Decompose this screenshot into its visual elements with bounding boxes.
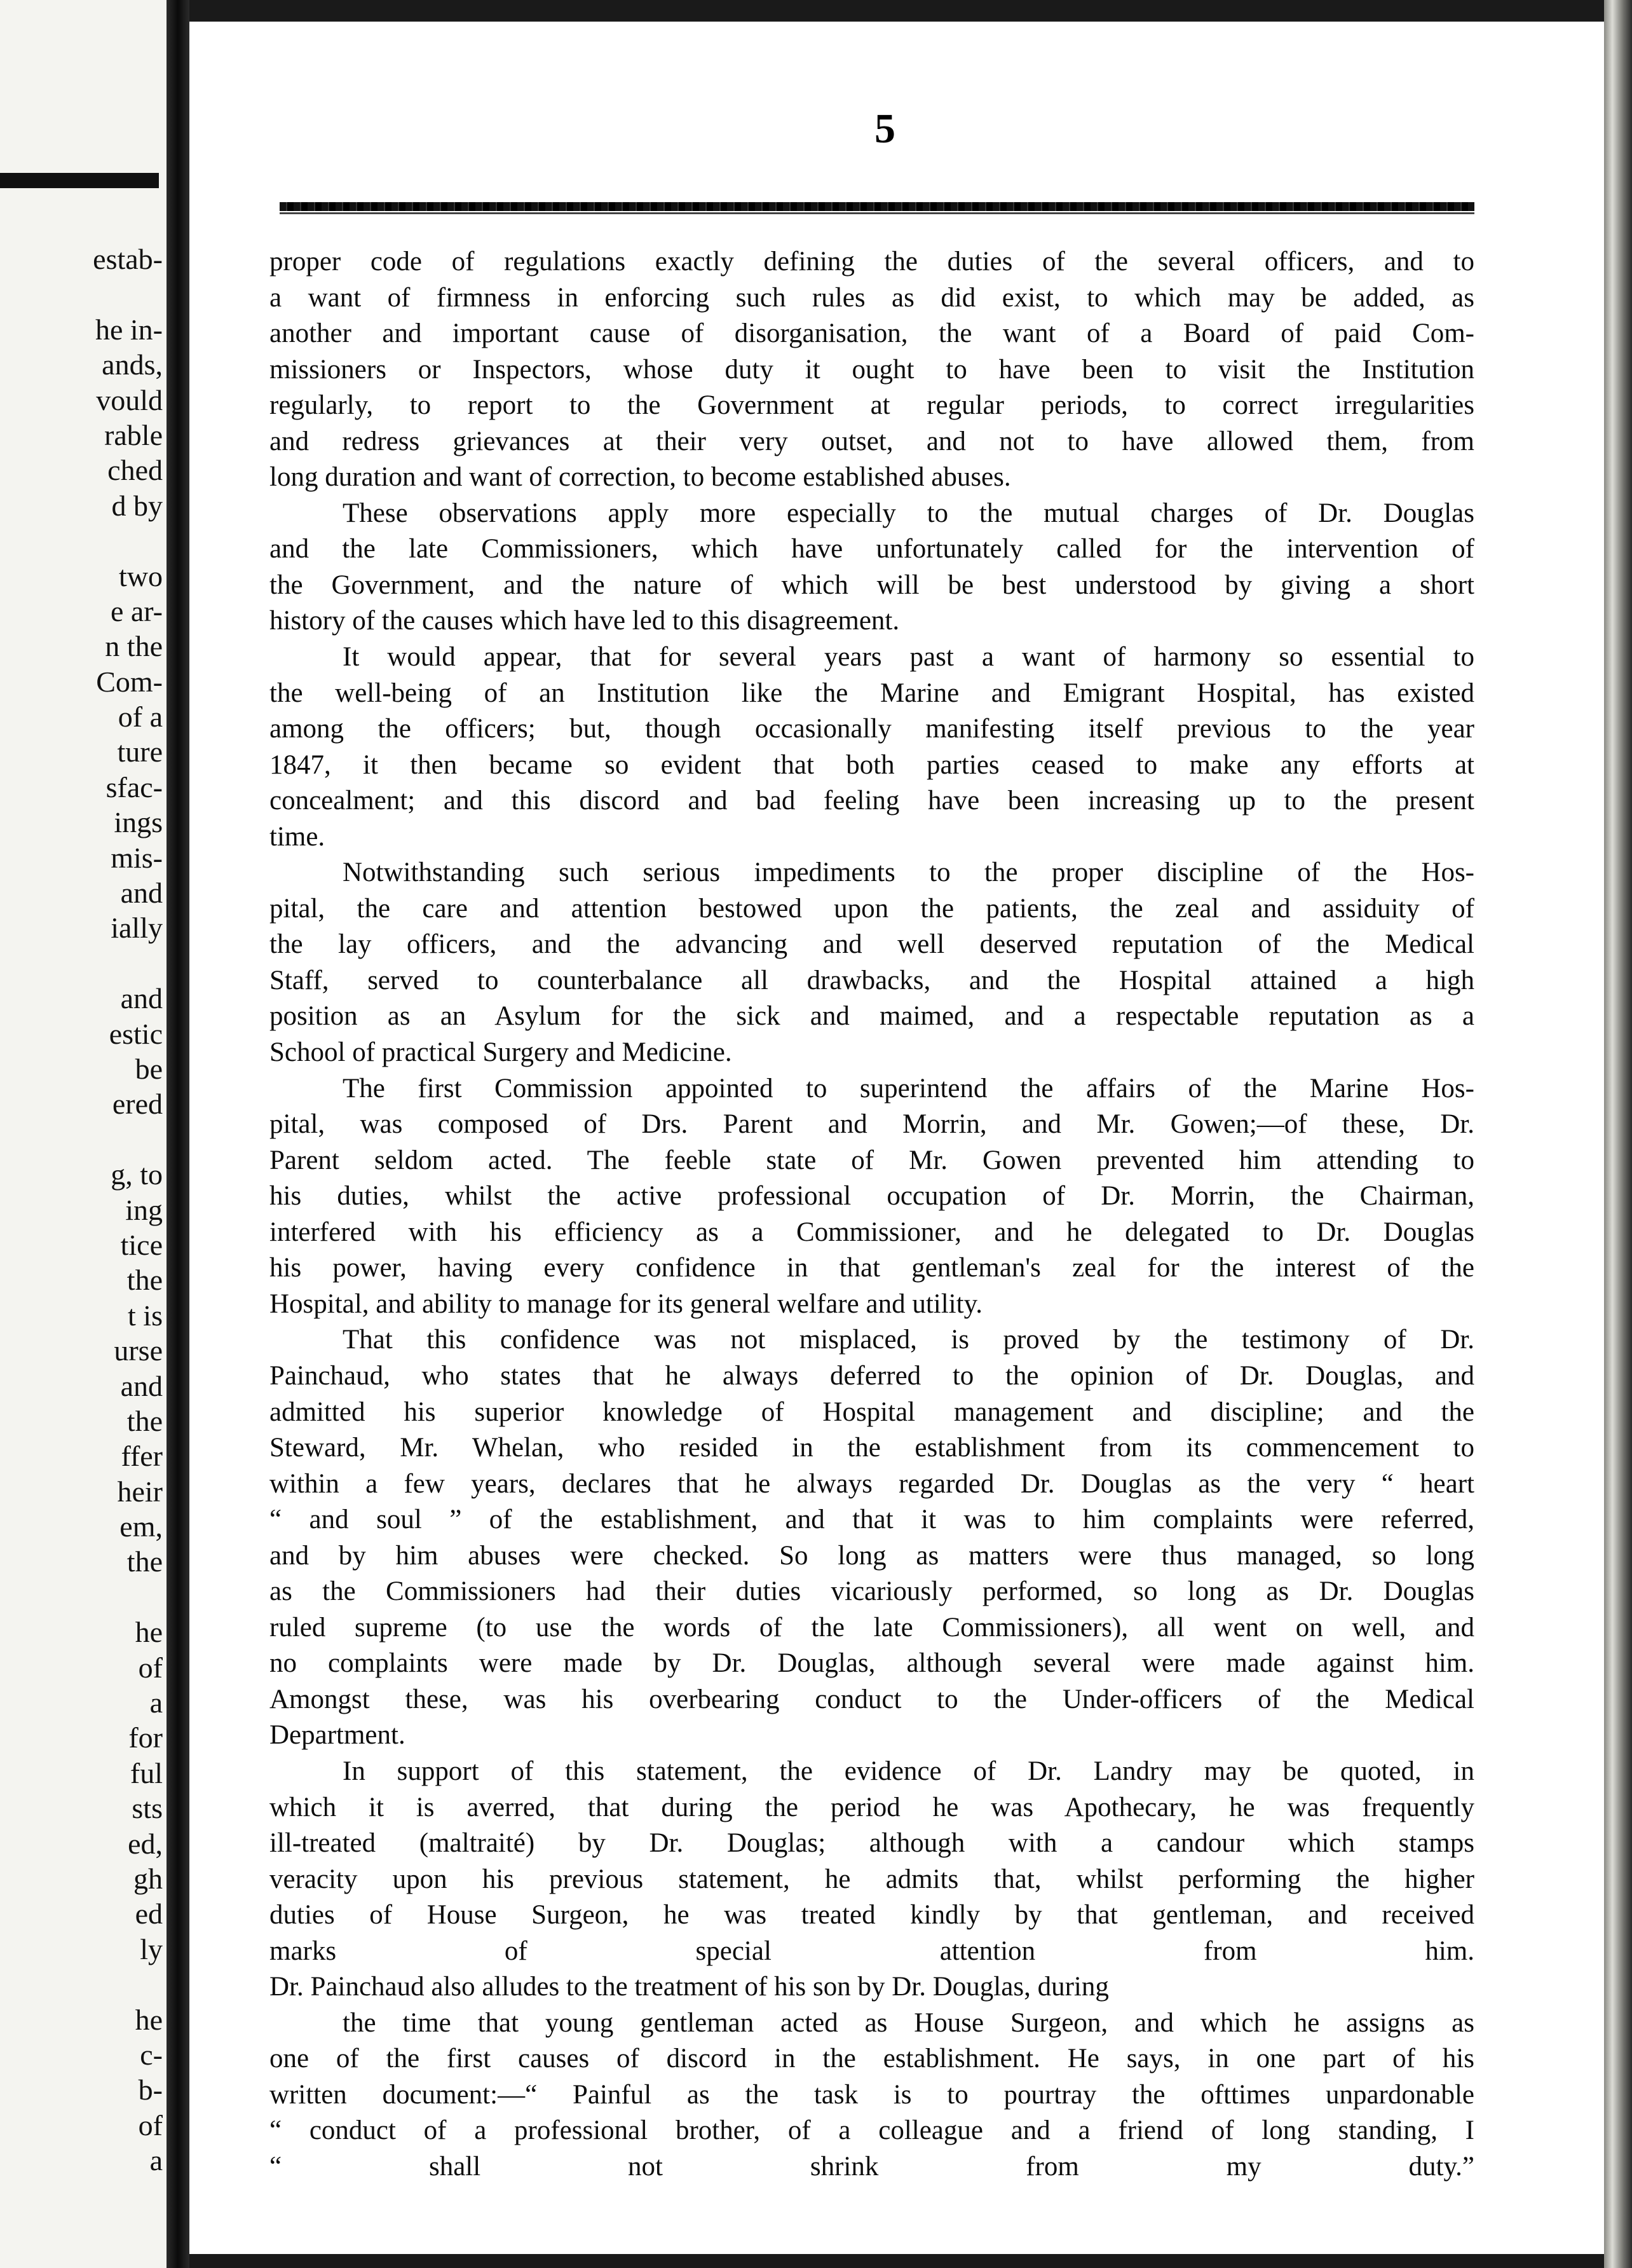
previous-page-fragment: ed,: [128, 1827, 163, 1860]
previous-page-fragment: and: [120, 982, 163, 1015]
previous-page-fragment: and: [120, 1369, 163, 1402]
text-line: one of the first causes of discord in the establishment. He says, in one part of his: [269, 2044, 1474, 2074]
previous-page-fragment: [10, 1967, 163, 2002]
previous-page-edge: [0, 0, 167, 2268]
previous-page-fragment: mis-: [111, 841, 163, 874]
previous-page-fragment: vould: [96, 383, 163, 416]
previous-page-fragment: be: [135, 1052, 163, 1085]
text-line: marks of special attention from him.: [269, 1936, 1474, 1966]
text-line: Steward, Mr. Whelan, who resided in the establishment from its commencement to: [269, 1433, 1474, 1463]
text-line: within a few years, declares that he always regarded Dr. Douglas as the very “ heart: [269, 1468, 1474, 1499]
text-line: written document:—“ Painful as the task is to pourtray the ofttimes unpardonable: [269, 2079, 1474, 2110]
previous-page-fragment: [10, 946, 163, 981]
previous-page-fragment: for: [128, 1721, 163, 1754]
text-line: his power, having every confidence in that gentleman's zeal for the interest of the: [269, 1253, 1474, 1283]
previous-page-fragment: of: [138, 1651, 163, 1684]
text-line: interfered with his efficiency as a Commissioner, and he delegated to Dr. Douglas: [269, 1217, 1474, 1247]
previous-page-fragment: two: [119, 559, 163, 592]
text-line: among the officers; but, though occasionally manifesting itself previous to the year: [269, 714, 1474, 744]
previous-page-fragment: a: [149, 2144, 163, 2177]
text-line: the time that young gentleman acted as House Surgeon, and which he assigns as: [343, 2007, 1474, 2038]
text-line: and the late Commissioners, which have unfortunately called for the intervention of: [269, 534, 1474, 564]
text-line: veracity upon his previous statement, he admits that, whilst performing the higher: [269, 1864, 1474, 1894]
previous-page-fragment: [10, 277, 163, 311]
previous-page-fragment: tice: [120, 1228, 163, 1261]
previous-page-fragment: gh: [133, 1862, 163, 1895]
previous-page-fragment: ing: [125, 1193, 163, 1226]
previous-page-fragment: a: [149, 1686, 163, 1719]
previous-page-fragment: he: [135, 1616, 163, 1649]
previous-page-fragment: ed: [135, 1897, 163, 1930]
text-line: These observations apply more especially to the mutual charges of Dr. Douglas: [343, 498, 1474, 528]
text-line: Hospital, and ability to manage for its general welfare and utility.: [269, 1288, 983, 1319]
text-line: Parent seldom acted. The feeble state of Mr. Gowen prevented him attending to: [269, 1145, 1474, 1175]
previous-page-fragment: rable: [104, 418, 163, 451]
text-line: 1847, it then became so evident that both parties ceased to make any efforts at: [269, 749, 1474, 780]
previous-page-fragment: d by: [111, 489, 163, 522]
text-line: The first Commission appointed to superintend the affairs of the Marine Hos-: [343, 1073, 1474, 1103]
book-gutter: [167, 0, 189, 2268]
text-line: ruled supreme (to use the words of the late Commissioners), all went on well, and: [269, 1612, 1474, 1643]
previous-page-fragment: and: [120, 877, 163, 910]
previous-page-fragment: sts: [132, 1792, 163, 1825]
page-stack-edge: [1604, 0, 1632, 2268]
previous-page-fragment: of a: [118, 700, 163, 734]
previous-page-fragment: ful: [130, 1756, 163, 1789]
previous-page-fragment: ched: [107, 454, 163, 487]
previous-page-fragment: sfac-: [105, 770, 163, 803]
previous-page-fragment: urse: [114, 1334, 163, 1367]
text-line: position as an Asylum for the sick and maimed, and a respectable reputation as a: [269, 1001, 1474, 1032]
previous-page-fragment: n the: [105, 630, 163, 663]
text-line: Amongst these, was his overbearing conduct to the Under-officers of the Medical: [269, 1684, 1474, 1714]
text-line: “ shall not shrink from my duty.”: [269, 2151, 1474, 2182]
previous-page-fragment: of: [138, 2108, 163, 2142]
text-line: as the Commissioners had their duties vicariously performed, so long as Dr. Douglas: [269, 1576, 1474, 1607]
text-line: and by him abuses were checked. So long as matters were thus managed, so long: [269, 1540, 1474, 1571]
previous-page-fragment: ands,: [102, 348, 163, 381]
text-line: duties of House Surgeon, he was treated kindly by that gentleman, and received: [269, 1900, 1474, 1930]
previous-page-fragment: em,: [119, 1510, 163, 1543]
text-line: proper code of regulations exactly defining the duties of the several officers, and to: [269, 247, 1474, 277]
previous-page-fragment: ture: [117, 735, 163, 769]
text-line: Notwithstanding such serious impediments to the proper discipline of the Hos-: [343, 857, 1474, 888]
previous-page-fragment: ially: [111, 912, 163, 945]
text-line: pital, the care and attention bestowed upon the patients, the zeal and assiduity of: [269, 893, 1474, 924]
previous-page-fragment: ings: [114, 806, 163, 839]
text-line: Dr. Painchaud also alludes to the treatment of his son by Dr. Douglas, during: [269, 1972, 1109, 2002]
previous-page-fragment: he in-: [95, 313, 163, 346]
previous-page-fragment: the: [126, 1404, 163, 1437]
previous-page-fragments: [10, 242, 163, 2178]
text-line: long duration and want of correction, to become established abuses.: [269, 462, 1011, 493]
previous-page-fragment: b-: [138, 2073, 163, 2107]
previous-page-fragment: c-: [140, 2038, 163, 2071]
text-line: Staff, served to counterbalance all drawbacks, and the Hospital attained a high: [269, 965, 1474, 995]
text-line: “ conduct of a professional brother, of a colleague and a friend of long standing, I: [269, 2115, 1474, 2146]
text-line: Department.: [269, 1720, 405, 1751]
text-line: In support of this statement, the evidence of Dr. Landry may be quoted, in: [343, 1756, 1474, 1786]
previous-page-fragment: ly: [140, 1932, 163, 1965]
previous-page-fragment: Com-: [96, 665, 163, 698]
text-line: time.: [269, 821, 325, 852]
text-line: a want of firmness in enforcing such rules as did exist, to which may be added, as: [269, 282, 1474, 313]
previous-page-rule: [0, 173, 159, 188]
previous-page-fragment: e ar-: [110, 594, 163, 627]
text-line: his duties, whilst the active professional occupation of Dr. Morrin, the Chairman,: [269, 1181, 1474, 1212]
previous-page-fragment: g, to: [111, 1158, 163, 1191]
previous-page-fragment: ered: [112, 1088, 163, 1121]
previous-page-fragment: the: [126, 1264, 163, 1297]
previous-page-fragment: the: [126, 1545, 163, 1578]
text-line: the Government, and the nature of which will be best understood by giving a short: [269, 570, 1474, 600]
previous-page-fragment: t is: [128, 1299, 163, 1332]
previous-page-fragment: ffer: [121, 1440, 163, 1473]
previous-page-fragment: [10, 1580, 163, 1615]
text-line: and redress grievances at their very outset, and not to have allowed them, from: [269, 426, 1474, 456]
previous-page-fragment: estab-: [93, 243, 163, 275]
previous-page-fragment: he: [135, 2003, 163, 2036]
previous-page-fragment: estic: [109, 1017, 163, 1050]
text-line: That this confidence was not misplaced, is proved by the testimony of Dr.: [343, 1325, 1474, 1355]
previous-page-fragment: [10, 1122, 163, 1157]
text-line: concealment; and this discord and bad feeling have been increasing up to the present: [269, 786, 1474, 816]
page-number: 5: [874, 106, 895, 152]
previous-page-fragment: heir: [117, 1475, 163, 1508]
text-line: pital, was composed of Drs. Parent and Morrin, and Mr. Gowen;—of these, Dr.: [269, 1109, 1474, 1140]
text-line: It would appear, that for several years past a want of harmony so essential to: [343, 642, 1474, 673]
text-line: “ and soul ” of the establishment, and that it was to him complaints were referred,: [269, 1505, 1474, 1535]
text-line: admitted his superior knowledge of Hospital management and discipline; and the: [269, 1397, 1474, 1427]
text-line: which it is averred, that during the period he was Apothecary, he was frequently: [269, 1792, 1474, 1822]
previous-page-fragment: [10, 523, 163, 558]
text-line: history of the causes which have led to this disagreement.: [269, 606, 900, 636]
text-line: ill-treated (maltraité) by Dr. Douglas; although with a candour which stamps: [269, 1828, 1474, 1859]
text-line: School of practical Surgery and Medicine.: [269, 1037, 732, 1068]
header-rule: [280, 202, 1474, 211]
text-line: regularly, to report to the Government at regular periods, to correct irregularities: [269, 390, 1474, 421]
body-text: [269, 244, 1474, 2185]
text-line: Painchaud, who states that he always deferred to the opinion of Dr. Douglas, and: [269, 1360, 1474, 1391]
text-line: the well-being of an Institution like the Marine and Emigrant Hospital, has existed: [269, 678, 1474, 708]
text-line: no complaints were made by Dr. Douglas, although several were made against him.: [269, 1648, 1474, 1679]
text-line: the lay officers, and the advancing and well deserved reputation of the Medical: [269, 929, 1474, 960]
text-line: another and important cause of disorganisation, the want of a Board of paid Com-: [269, 318, 1474, 349]
text-line: missioners or Inspectors, whose duty it ought to have been to visit the Institution: [269, 354, 1474, 385]
